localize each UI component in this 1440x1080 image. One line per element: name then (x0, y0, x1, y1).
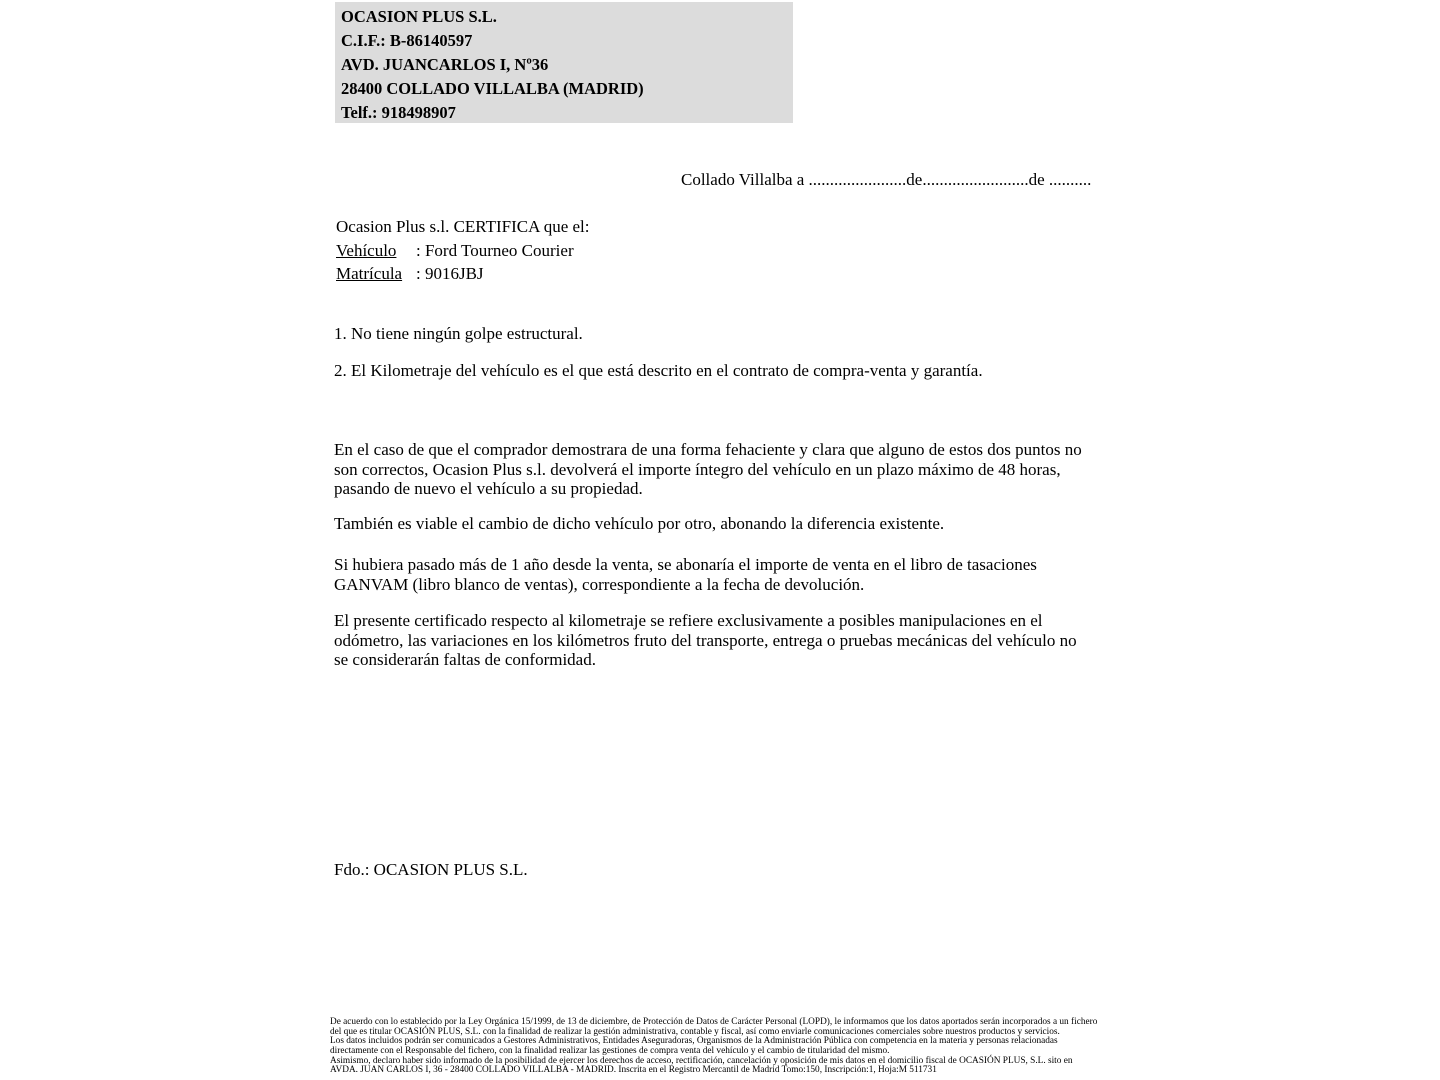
company-address: AVD. JUANCARLOS I, Nº36 (341, 55, 549, 74)
date-line: Collado Villalba a .......................de.........................de .......... (681, 170, 1092, 189)
plate-value: : 9016JBJ (416, 264, 484, 283)
company-name: OCASION PLUS S.L. (341, 7, 497, 26)
certification-block (336, 215, 590, 286)
legal-footer (330, 1018, 1102, 1076)
legal-paragraph-data-sharing: Los datos incluidos podrán ser comunicados a Gestores Administrativos, Entidades Aseguradoras, Organismos de la Administración Pública con competencia en la materia y personas relacionadas directamente con el Responsable del fichero, con la finalidad realizar las gestiones de compra venta del vehículo y el cambio de titularidad del mismo. (330, 1036, 1058, 1056)
legal-paragraph-lopd: De acuerdo con lo establecido por la Ley Orgánica 15/1999, de 13 de diciembre, de Protección de Datos de Carácter Personal (LOPD), le informamos que los datos aportados serán incorporados a un fichero del que es titular OCASIÓN PLUS, S.L. con la finalidad de realizar la gestión administrativa, contable y fiscal, así como enviarle comunicaciones comerciales sobre nuestros productos y servicios. (330, 1017, 1098, 1037)
paragraph-exchange: También es viable el cambio de dicho vehículo por otro, abonando la diferencia existente. (334, 514, 945, 533)
legal-paragraph-rights: Asimismo, declaro haber sido informado de la posibilidad de ejercer los derechos de acceso, rectificación, cancelación y oposición de mis datos en el domicilio fiscal de OCASIÓN PLUS, S.L. sito en AVDA. JUAN CARLOS I, 36 - 28400 COLLADO VILLALBA - MADRID. Inscrita en el Registro Mercantil de Madrid Tomo:150, Inscripción:1, Hoja:M 511731 (330, 1055, 1073, 1076)
company-header-box (335, 2, 793, 123)
vehicle-label: Vehículo (336, 240, 397, 260)
point-structural: 1. No tiene ningún golpe estructural. (334, 324, 583, 343)
point-mileage: 2. El Kilometraje del vehículo es el que está descrito en el contrato de compra-venta y garantía. (334, 361, 983, 380)
certifica-intro: Ocasion Plus s.l. CERTIFICA que el: (336, 217, 590, 236)
company-phone: Telf.: 918498907 (341, 103, 456, 122)
company-city: 28400 COLLADO VILLALBA (MADRID) (341, 79, 644, 98)
vehicle-row (336, 239, 590, 263)
vehicle-value: : Ford Tourneo Courier (416, 240, 574, 260)
paragraph-odometer: El presente certificado respecto al kilometraje se refiere exclusivamente a posibles manipulaciones en el odómetro, las variaciones en los kilómetros fruto del transporte, entrega o pruebas mecánicas del vehículo no se considerarán faltas de conformidad. (334, 611, 1077, 669)
plate-label: Matrícula (336, 264, 403, 283)
plate-row (336, 262, 590, 286)
paragraph-refund: En el caso de que el comprador demostrara de una forma fehaciente y clara que alguno de estos dos puntos no son correctos, Ocasion Plus s.l. devolverá el importe íntegro del vehículo en un plazo máximo de 48 horas, pasando de nuevo el vehículo a su propiedad. (334, 440, 1082, 498)
company-cif: C.I.F.: B-86140597 (341, 31, 473, 50)
paragraph-ganvam: Si hubiera pasado más de 1 año desde la venta, se abonaría el importe de venta en el libro de tasaciones GANVAM (libro blanco de ventas), correspondiente a la fecha de devolución. (334, 555, 1037, 594)
signature-line: Fdo.: OCASION PLUS S.L. (334, 860, 528, 879)
